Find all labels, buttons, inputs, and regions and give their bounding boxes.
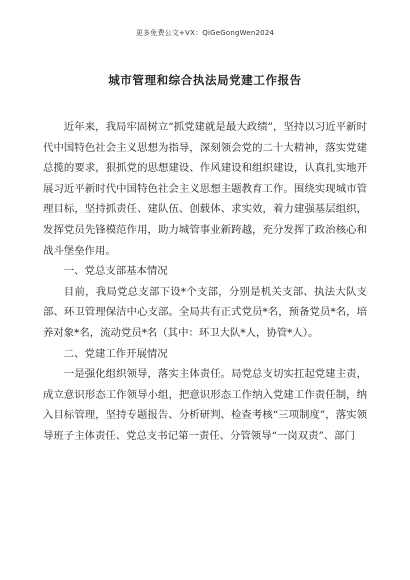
section-heading-2: 二、党建工作开展情况: [63, 347, 168, 360]
page-header: 更多免费公文+VX：QiGeGongWen2024: [135, 29, 275, 37]
paragraph-intro: 近年来，我局牢固树立“抓党建就是最大政绩”，坚持以习近平新时代中国特色社会主义思想为指导，深刻领会党的二十大精神，落实党建总揽的要求，狠抓党的思想建设、作风建设和组织建设，认真扎实地开展习近平新时代中国特色社会主义思想主题教育工作。围绕实现城市管理目标，坚持抓责任、建队伍、创载体、求实效，着力建强基层组织，发挥党员先锋模范作用，助力城管事业新跨越，充分发挥了政治核心和战斗堡垒作用。: [43, 121, 367, 257]
document-title: 城市管理和综合执法局党建工作报告: [108, 73, 302, 87]
section-heading-1: 一、党总支部基本情况: [63, 265, 168, 278]
paragraph-work: 一是强化组织领导，落实主体责任。局党总支切实扛起党建主责，成立意识形态工作领导小组，把意识形态工作纳入党建工作责任制，纳入目标管理，坚持专题报告、分析研判、检查考核“三项制度”，落实领导班子主体责任、党总支书记第一责任、分管领导“一岗双责”、部门: [43, 368, 367, 442]
paragraph-basic-info: 目前，我局党总支部下设*个支部，分别是机关支部、执法大队支部、环卫管理保洁中心支部。全局共有正式党员*名，预备党员*名，培养对象*名，流动党员*名（其中：环卫大队*人，协管*人）。: [43, 285, 367, 339]
document-body: [43, 117, 367, 447]
